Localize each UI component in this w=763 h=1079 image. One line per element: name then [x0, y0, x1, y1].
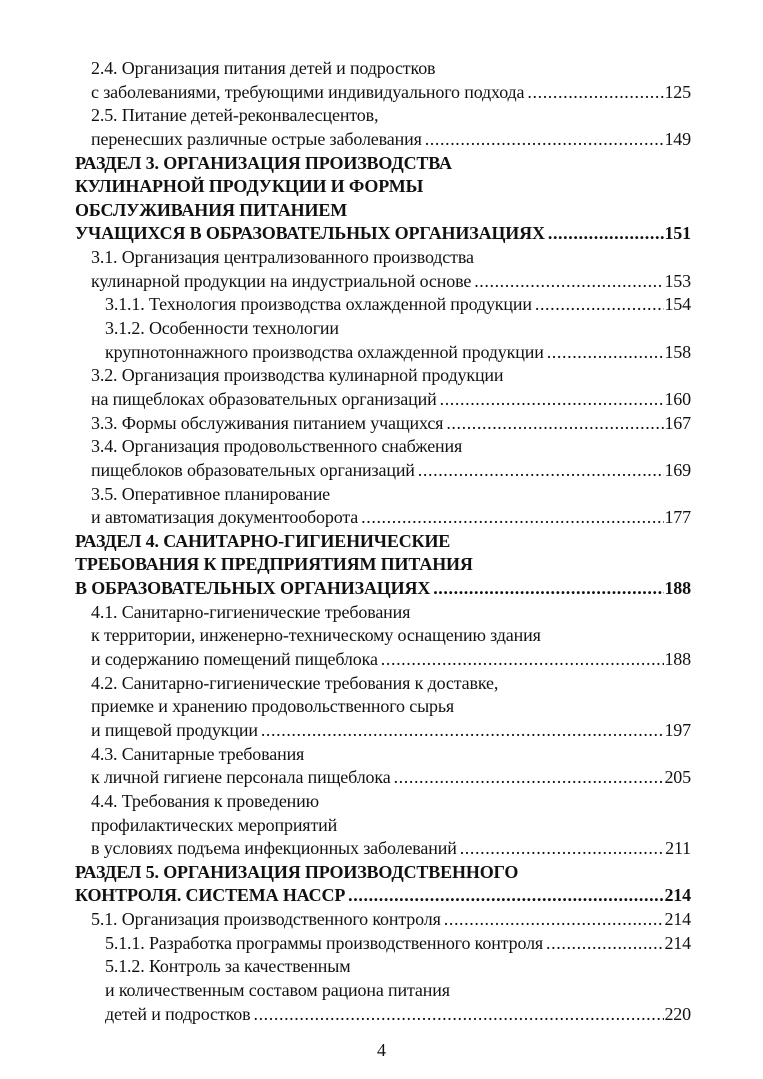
toc-page-number: 220 — [664, 1003, 691, 1024]
toc-entry-title: ОБСЛУЖИВАНИЯ ПИТАНИЕМ — [75, 199, 348, 220]
toc-section-heading-line — [75, 199, 691, 223]
toc-entry-title: на пищеблоках образовательных организаций — [91, 388, 437, 409]
toc-entry-title: в условиях подъема инфекционных заболеваний — [91, 838, 457, 859]
toc-entry-title: 5.1. Организация производственного контроля — [91, 909, 441, 930]
toc-entry-line — [75, 483, 691, 507]
toc-entry-title: 3.1. Организация централизованного производства — [91, 247, 474, 268]
dot-leader — [457, 837, 665, 861]
toc-section-heading-line — [75, 152, 691, 176]
toc-section-heading-line — [75, 222, 691, 246]
toc-section-heading-line — [75, 884, 691, 908]
toc-section-heading-line — [75, 530, 691, 554]
toc-entry-title: 4.2. Санитарно-гигиенические требования к доставке, — [91, 672, 499, 693]
toc-entry-line — [75, 317, 691, 341]
toc-entry-title: к личной гигиене персонала пищеблока — [91, 767, 391, 788]
dot-leader — [441, 908, 665, 932]
toc-entry-title: 3.1.1. Технология производства охлажденной продукции — [105, 294, 532, 315]
toc-entry-line — [75, 388, 691, 412]
toc-entry-title: крупнотоннажного производства охлажденной продукции — [105, 341, 544, 362]
toc-entry-line — [75, 719, 691, 743]
toc-entry-line — [75, 128, 691, 152]
toc-page-number: 160 — [664, 388, 691, 409]
toc-page-number: 205 — [664, 767, 691, 788]
toc-entry-title: КУЛИНАРНОЙ ПРОДУКЦИИ И ФОРМЫ — [75, 176, 424, 197]
dot-leader — [543, 932, 664, 956]
dot-leader — [544, 341, 665, 365]
dot-leader — [471, 270, 664, 294]
dot-leader — [532, 293, 665, 317]
toc-entry-title: 2.4. Организация питания детей и подростков — [91, 58, 436, 78]
toc-entry-title: ТРЕБОВАНИЯ К ПРЕДПРИЯТИЯМ ПИТАНИЯ — [75, 554, 473, 575]
dot-leader — [415, 459, 665, 483]
dot-leader — [250, 1003, 664, 1027]
dot-leader — [545, 222, 665, 246]
toc-entry-line — [75, 932, 691, 956]
toc-entry-line — [75, 766, 691, 790]
toc-page-number: 167 — [664, 412, 691, 433]
toc-entry-title: 3.3. Формы обслуживания питанием учащихся — [91, 412, 444, 433]
toc-entry-title: 3.1.2. Особенности технологии — [105, 318, 339, 339]
toc-entry-title: КОНТРОЛЯ. СИСТЕМА НАССР — [75, 885, 346, 906]
toc-entry-title: В ОБРАЗОВАТЕЛЬНЫХ ОРГАНИЗАЦИЯХ — [75, 578, 431, 599]
toc-entry-title: и автоматизация документооборота — [91, 507, 359, 528]
toc-entry-line — [75, 506, 691, 530]
toc-entry-title: перенесших различные острые заболевания — [91, 128, 422, 149]
toc-entry-title: с заболеваниями, требующими индивидуального подхода — [91, 81, 525, 102]
toc-entry-title: РАЗДЕЛ 3. ОРГАНИЗАЦИЯ ПРОИЗВОДСТВА — [75, 152, 452, 173]
toc-entry-line — [75, 1003, 691, 1027]
toc-entry-title: и количественным составом рациона питания — [105, 979, 450, 1000]
toc-entry-line — [75, 459, 691, 483]
toc-page-number: 149 — [664, 128, 691, 149]
toc-page-number: 214 — [664, 932, 691, 953]
toc-entry-title: 4.3. Санитарные требования — [91, 743, 305, 764]
toc-entry-title: 3.2. Организация производства кулинарной продукции — [91, 365, 504, 386]
toc-entry-line — [75, 790, 691, 814]
toc-entry-title: к территории, инженерно-техническому оснащению здания — [91, 625, 541, 646]
toc-entry-title: кулинарной продукции на индустриальной основе — [91, 270, 472, 291]
toc-section-heading-line — [75, 553, 691, 577]
dot-leader — [524, 81, 664, 105]
toc-page-number: 125 — [664, 81, 691, 102]
toc-section-heading-line — [75, 175, 691, 199]
toc-entry-line — [75, 648, 691, 672]
dot-leader — [391, 766, 665, 790]
toc-page-number: 197 — [664, 719, 691, 740]
toc-entry-line — [75, 908, 691, 932]
toc-entry-line — [75, 814, 691, 838]
toc-entry-title: 2.5. Питание детей-реконвалесцентов, — [91, 105, 379, 126]
toc-entry-title: 5.1.2. Контроль за качественным — [105, 956, 351, 977]
toc-page-number: 211 — [665, 838, 691, 859]
toc-entry-title: детей и подростков — [105, 1003, 251, 1024]
dot-leader — [430, 577, 664, 601]
dot-leader — [345, 884, 664, 908]
toc-entry-line — [75, 341, 691, 365]
toc-entry-title: и содержанию помещений пищеблока — [91, 649, 378, 670]
toc-entry-title: РАЗДЕЛ 5. ОРГАНИЗАЦИЯ ПРОИЗВОДСТВЕННОГО — [75, 861, 519, 882]
toc-entry-title: и пищевой продукции — [91, 719, 258, 740]
toc-entry-title: пищеблоков образовательных организаций — [91, 459, 415, 480]
toc-section-heading-line — [75, 577, 691, 601]
toc-entry-line — [75, 743, 691, 767]
toc-entry-line — [75, 837, 691, 861]
toc-page-number: 188 — [664, 649, 691, 670]
toc-entry-line — [75, 955, 691, 979]
dot-leader — [437, 388, 665, 412]
toc-entry-line — [75, 412, 691, 436]
dot-leader — [258, 719, 665, 743]
toc-entry-title: 3.5. Оперативное планирование — [91, 483, 331, 504]
toc-entry-title: 4.1. Санитарно-гигиенические требования — [91, 601, 411, 622]
toc-entry-title: 5.1.1. Разработка программы производственного контроля — [105, 932, 544, 953]
toc-entry-line — [75, 104, 691, 128]
toc-entry-line — [75, 695, 691, 719]
toc-entry-title: 4.4. Требования к проведению — [91, 790, 319, 811]
table-of-contents — [75, 57, 691, 1026]
toc-page-number: 153 — [664, 270, 691, 291]
toc-entry-line — [75, 364, 691, 388]
toc-section-heading-line — [75, 861, 691, 885]
toc-entry-title: РАЗДЕЛ 4. САНИТАРНО-ГИГИЕНИЧЕСКИЕ — [75, 530, 451, 551]
dot-leader — [443, 412, 664, 436]
toc-entry-line — [75, 979, 691, 1003]
toc-entry-title: УЧАЩИХСЯ В ОБРАЗОВАТЕЛЬНЫХ ОРГАНИЗАЦИЯХ — [75, 223, 545, 244]
toc-entry-line — [75, 81, 691, 105]
toc-entry-line — [75, 435, 691, 459]
toc-page-number: 188 — [664, 578, 691, 599]
dot-leader — [422, 128, 665, 152]
toc-entry-line — [75, 246, 691, 270]
toc-page-number: 177 — [664, 507, 691, 528]
dot-leader — [378, 648, 665, 672]
toc-page-number: 151 — [664, 223, 691, 244]
toc-entry-title: профилактических мероприятий — [91, 814, 338, 835]
toc-entry-line — [75, 293, 691, 317]
toc-entry-line — [75, 270, 691, 294]
toc-entry-line — [75, 624, 691, 648]
page-number: 4 — [377, 1040, 386, 1060]
toc-page-number: 214 — [664, 909, 691, 930]
toc-entry-line — [75, 601, 691, 625]
toc-entry-line — [75, 57, 691, 81]
toc-page-number: 169 — [664, 459, 691, 480]
toc-entry-title: 3.4. Организация продовольственного снабжения — [91, 436, 463, 457]
toc-page-number: 214 — [664, 885, 691, 906]
dot-leader — [358, 506, 664, 530]
toc-entry-line — [75, 672, 691, 696]
toc-page-number: 154 — [664, 294, 691, 315]
toc-page-number: 158 — [664, 341, 691, 362]
toc-entry-title: приемке и хранению продовольственного сырья — [91, 696, 455, 717]
